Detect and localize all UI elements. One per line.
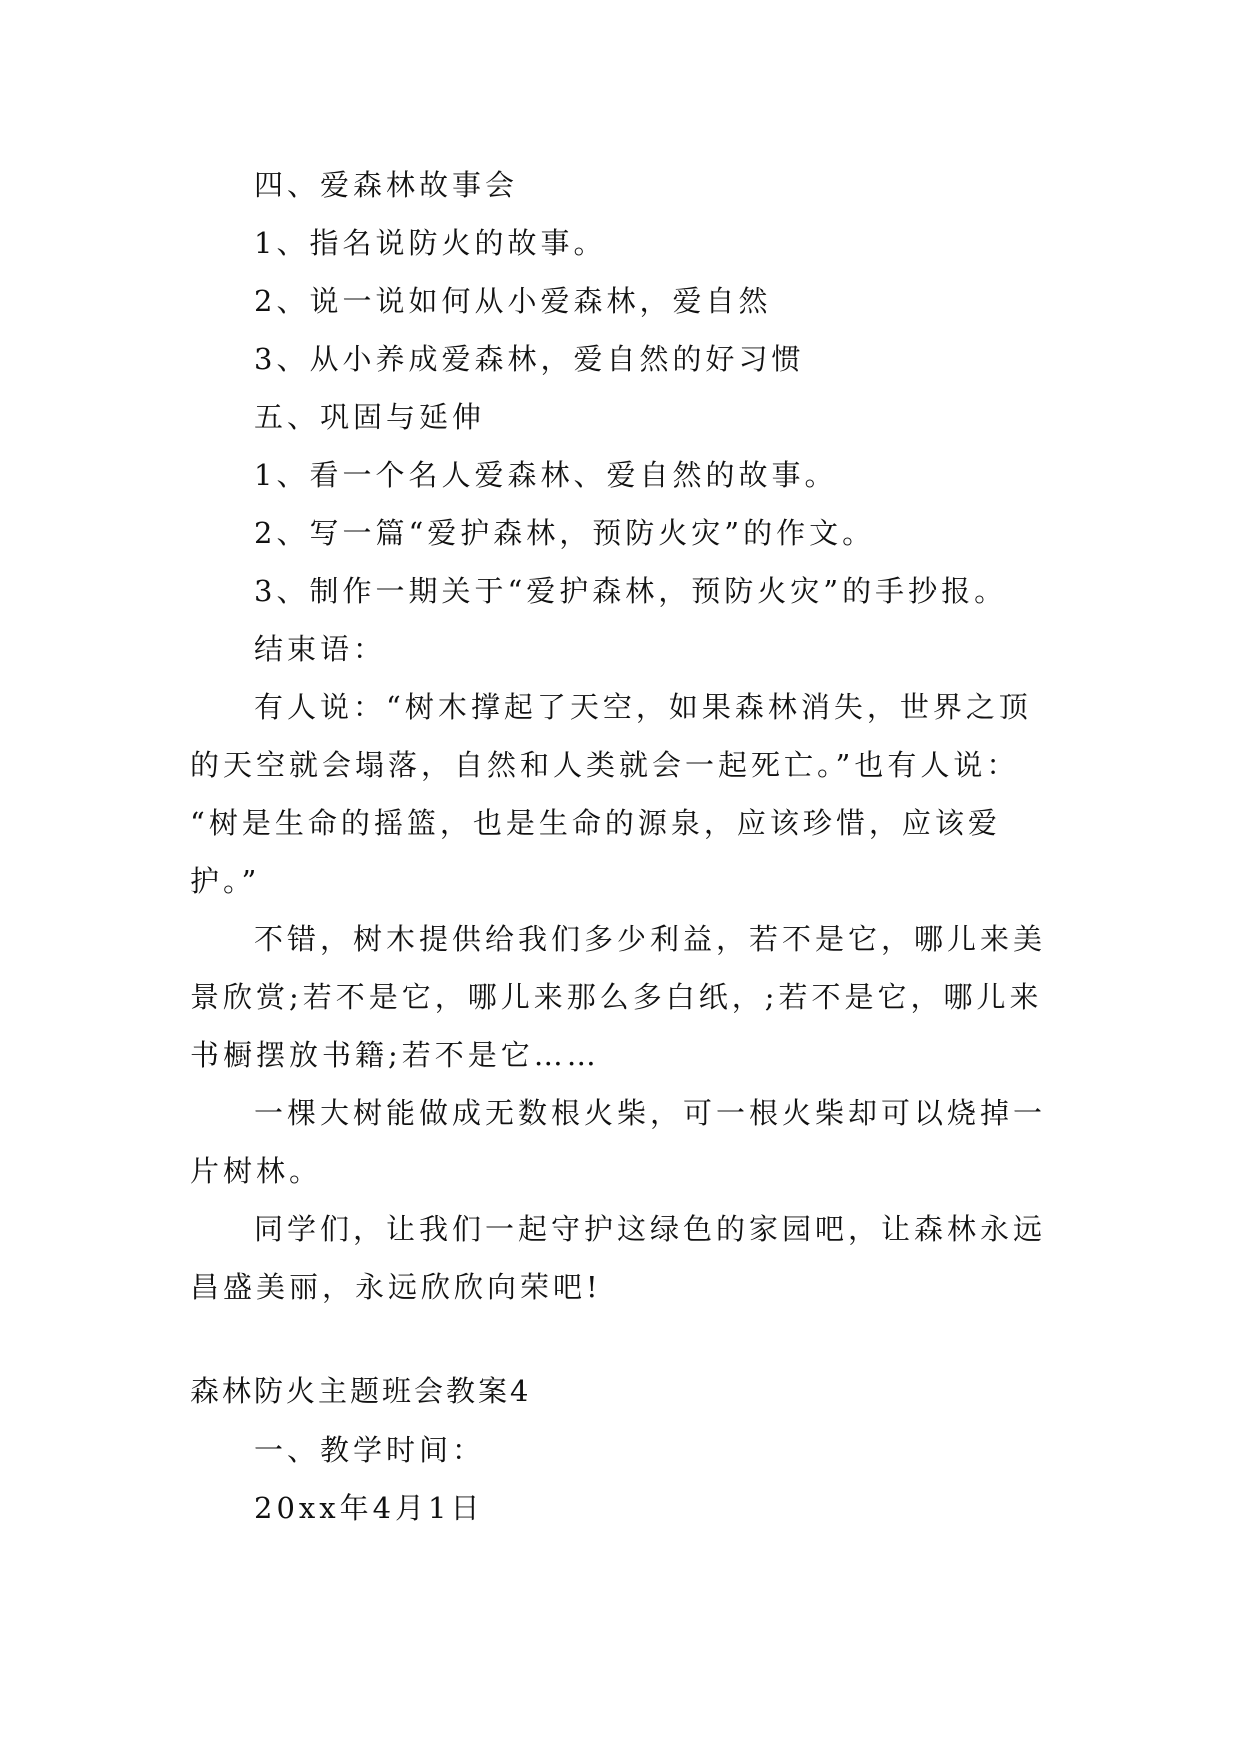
section-heading-consolidation: 五、巩固与延伸 [254, 400, 486, 434]
paragraph-line: 有人说：“树木撑起了天空，如果森林消失，世界之顶 [254, 690, 1032, 724]
section-heading-teaching-time: 一、教学时间： [254, 1433, 486, 1467]
paragraph-line: 同学们，让我们一起守护这绿色的家园吧，让森林永远 [254, 1212, 1047, 1246]
lesson-plan-title: 森林防火主题班会教案4 [190, 1374, 532, 1408]
list-item: 3、制作一期关于“爱护森林，预防火灾”的手抄报。 [254, 574, 1008, 608]
paragraph-line: 片树林。 [190, 1154, 323, 1188]
list-item: 2、写一篇“爱护森林，预防火灾”的作文。 [254, 516, 876, 550]
paragraph-line: 昌盛美丽，永远欣欣向荣吧! [190, 1270, 602, 1304]
closing-label: 结束语： [254, 632, 387, 666]
list-item: 1、指名说防火的故事。 [254, 226, 607, 260]
paragraph-line: 景欣赏;若不是它，哪儿来那么多白纸，;若不是它，哪儿来 [190, 980, 1043, 1014]
paragraph-line: 的天空就会塌落，自然和人类就会一起死亡。”也有人说： [190, 748, 1020, 782]
paragraph-line: 书橱摆放书籍;若不是它…… [190, 1038, 600, 1072]
paragraph-line: 不错，树木提供给我们多少利益，若不是它，哪儿来美 [254, 922, 1047, 956]
paragraph-line: “树是生命的摇篮，也是生命的源泉，应该珍惜，应该爱 [190, 806, 1001, 840]
paragraph-line: 护。” [190, 864, 261, 898]
teaching-date: 20xx年4月1日 [254, 1491, 484, 1525]
section-heading-story-meeting: 四、爱森林故事会 [254, 168, 519, 202]
list-item: 1、看一个名人爱森林、爱自然的故事。 [254, 458, 838, 492]
list-item: 3、从小养成爱森林，爱自然的好习惯 [254, 342, 805, 376]
list-item: 2、说一说如何从小爱森林，爱自然 [254, 284, 772, 318]
paragraph-line: 一棵大树能做成无数根火柴，可一根火柴却可以烧掉一 [254, 1096, 1047, 1130]
